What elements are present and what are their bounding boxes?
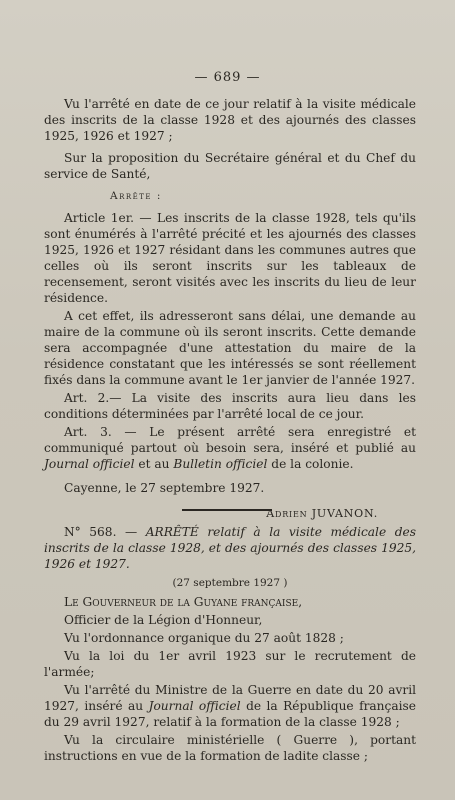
vu-loi: Vu la loi du 1er avril 1923 sur le recrutement de l'armée;: [44, 649, 416, 679]
signature: Adrien JUVANON.: [266, 507, 378, 520]
page-number: — 689 —: [194, 70, 261, 85]
governor-line: Le Gouverneur de la Guyane française,: [64, 595, 303, 609]
decree-title: ARRÊTÉ relatif à la visite médicale des inscrits de la classe 1928, et des ajournés des classes 1925, 1926 et 1927.: [44, 525, 416, 571]
decree-heading: [44, 524, 416, 572]
article-3-text-a: Art. 3. — Le présent arrêté sera enregistré et communiqué partout où besoin sera, inséré et publié au: [44, 425, 416, 455]
journal-officiel-republique-ref: Journal officiel: [148, 699, 241, 713]
article-1-paragraph-2: A cet effet, ils adresseront sans délai, une demande au maire de la commune où ils seront inscrits. Cette demande sera accompagnée d'une attestation du maire de la résidence constatant que les intéressés se sont réellement fixés dans la commune avant le 1er janvier de l'année 1927.: [44, 309, 416, 387]
officer-line: Officier de la Légion d'Honneur,: [64, 613, 263, 627]
vu-ordonnance: Vu l'ordonnance organique du 27 août 1828 ;: [64, 631, 344, 645]
vu-arrete-text-a: Vu l'arrêté du Ministre de la Guerre en date du 20 avril 1927, inséré au: [44, 683, 416, 713]
decree-number: N° 568. —: [64, 525, 146, 539]
vu-arrete-text-c: de la République française du 29 avril 1927, relatif à la formation de la classe 1928 ;: [44, 699, 416, 729]
section-divider: [182, 509, 272, 511]
paragraph-proposition: Sur la proposition du Secrétaire général et du Chef du service de Santé,: [44, 151, 416, 181]
paragraph-vu-arrete: Vu l'arrêté en date de ce jour relatif à la visite médicale des inscrits de la classe 1928 et des ajournés des classes 1925, 1926 et 1927 ;: [44, 97, 416, 143]
journal-officiel-ref: Journal officiel: [44, 457, 135, 471]
date-place: Cayenne, le 27 septembre 1927.: [64, 481, 265, 495]
bulletin-officiel-ref: Bulletin officiel: [173, 457, 268, 471]
vu-arrete-ministre: [44, 682, 416, 730]
arrete-heading: Arrête :: [110, 190, 162, 202]
article-3-text-c: et au: [134, 457, 174, 471]
vu-circulaire: Vu la circulaire ministérielle ( Guerre ), portant instructions en vue de la formation de ladite classe ;: [44, 733, 416, 763]
decree-one-body: [44, 96, 416, 522]
decree-date: (27 septembre 1927 ): [172, 577, 288, 589]
article-2: Art. 2.— La visite des inscrits aura lieu dans les conditions déterminées par l'arrêté local de ce jour.: [44, 391, 416, 421]
article-3: [44, 424, 416, 472]
article-1: Article 1er. — Les inscrits de la classe 1928, tels qu'ils sont énumérés à l'arrêté précité et les ajournés des classes 1925, 1926 et 1927 résidant dans les communes autres que celles où ils seront inscrits sur les tableaux de recensement, seront visités avec les inscrits du lieu de leur résidence.: [44, 211, 416, 305]
article-3-text-e: de la colonie.: [267, 457, 354, 471]
decree-two-body: [44, 524, 416, 764]
